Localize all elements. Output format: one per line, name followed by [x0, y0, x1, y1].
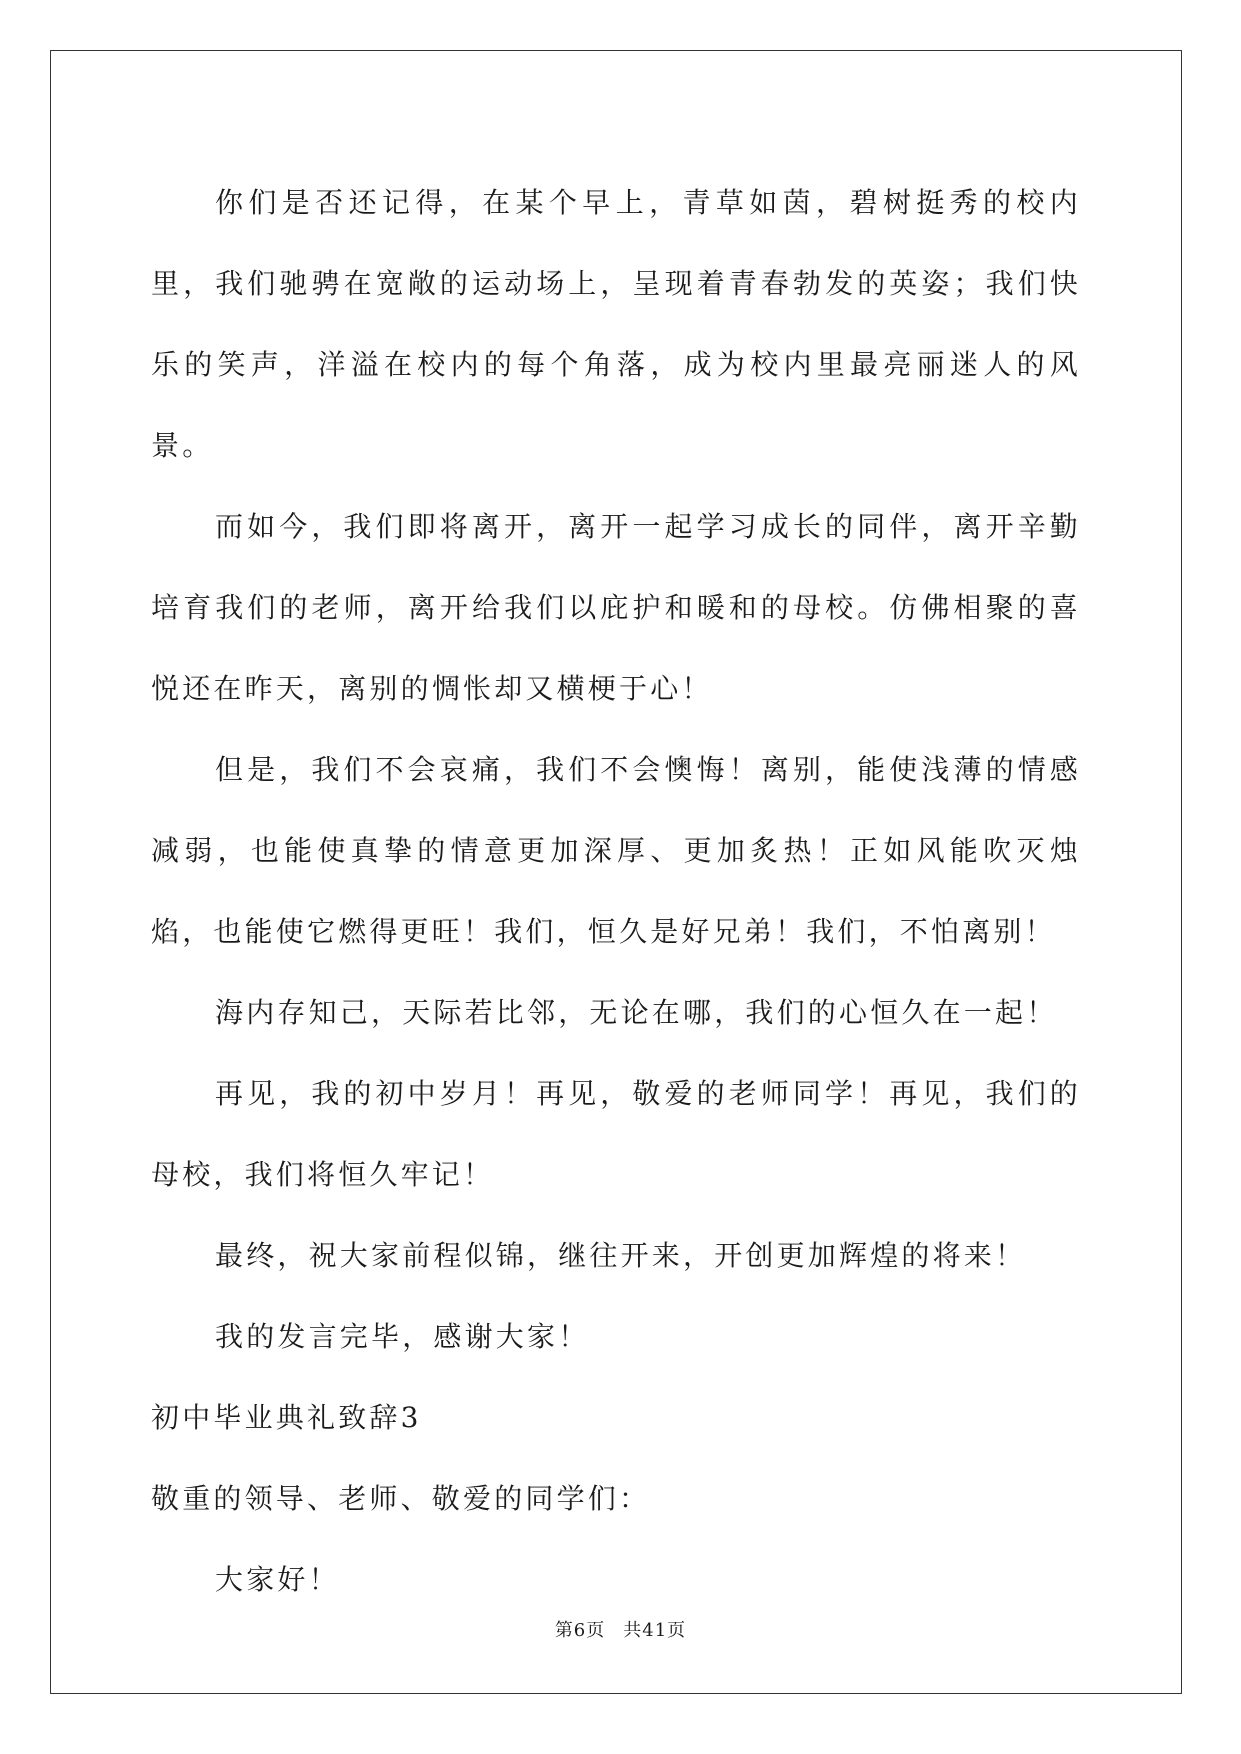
page-footer — [0, 1616, 1241, 1642]
paragraph-4: 海内存知己，天际若比邻，无论在哪，我们的心恒久在一起！ — [215, 996, 1058, 1029]
greeting: 大家好！ — [215, 1563, 340, 1596]
paragraph-1: 你们是否还记得，在某个早上，青草如茵，碧树挺秀的校内里，我们驰骋在宽敞的运动场上，呈现着青春勃发的英姿；我们快乐的笑声，洋溢在校内的每个角落，成为校内里最亮丽迷人的风景。 — [151, 186, 1081, 462]
paragraph-6: 最终，祝大家前程似锦，继往开来，开创更加辉煌的将来！ — [215, 1239, 1027, 1272]
paragraph-2: 而如今，我们即将离开，离开一起学习成长的同伴，离开辛勤培育我们的老师，离开给我们以庇护和暖和的母校。仿佛相聚的喜悦还在昨天，离别的惆怅却又横梗于心！ — [151, 510, 1081, 705]
paragraph-3: 但是，我们不会哀痛，我们不会懊悔！离别，能使浅薄的情感减弱，也能使真挚的情意更加深厚、更加炙热！正如风能吹灭烛焰，也能使它燃得更旺！我们，恒久是好兄弟！我们，不怕离别！ — [151, 753, 1081, 948]
paragraph-7: 我的发言完毕，感谢大家！ — [215, 1320, 590, 1353]
paragraph-5: 再见，我的初中岁月！再见，敬爱的老师同学！再见，我们的母校，我们将恒久牢记！ — [151, 1077, 1081, 1191]
page-number: 第6页 — [554, 1620, 606, 1641]
page-total: 共41页 — [623, 1620, 687, 1641]
document-body — [151, 162, 1081, 1620]
section-title: 初中毕业典礼致辞3 — [151, 1401, 422, 1434]
salutation: 敬重的领导、老师、敬爱的同学们： — [151, 1482, 651, 1515]
